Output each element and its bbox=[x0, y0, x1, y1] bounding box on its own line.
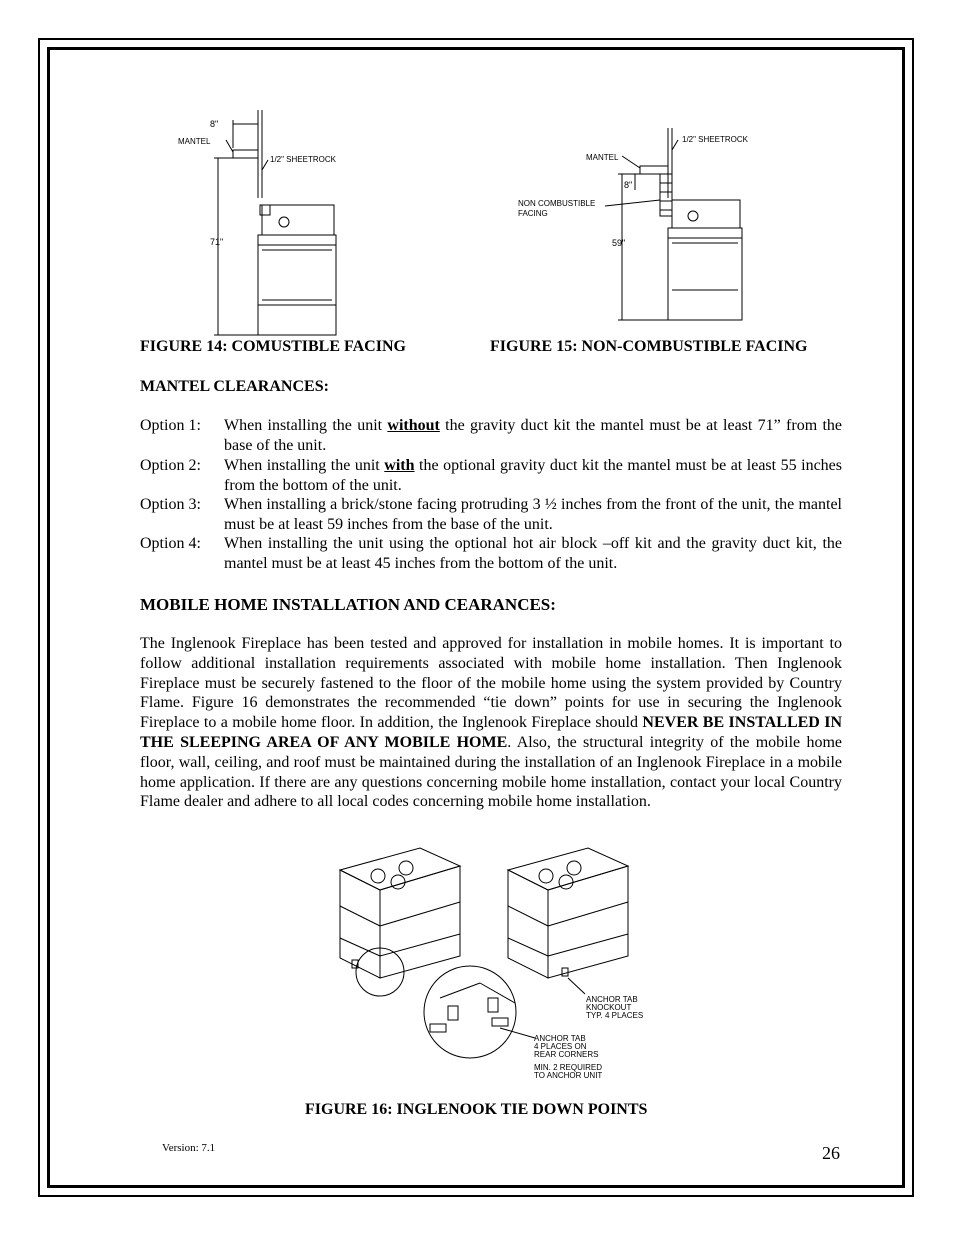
fig15-label-noncomb1: NON COMBUSTIBLE bbox=[518, 199, 596, 208]
fig15-label-59: 59" bbox=[612, 238, 626, 248]
fig16-label-tab3: REAR CORNERS bbox=[534, 1050, 599, 1059]
option-label: Option 2: bbox=[140, 457, 201, 474]
figure-16-diagram bbox=[330, 838, 660, 1088]
option-text: When installing the unit without the gravity duct kit the mantel must be at least 71” from the base of the unit. bbox=[224, 417, 842, 454]
mobile-home-heading: MOBILE HOME INSTALLATION AND CEARANCES: bbox=[140, 595, 556, 614]
fig14-label-mantel: MANTEL bbox=[178, 137, 211, 146]
figure-14-diagram bbox=[170, 110, 390, 340]
figure-14-caption: FIGURE 14: COMUSTIBLE FACING bbox=[140, 338, 406, 355]
fig15-label-mantel: MANTEL bbox=[586, 153, 619, 162]
fig16-label-min2: TO ANCHOR UNIT bbox=[534, 1071, 603, 1080]
figure-15-diagram bbox=[510, 128, 770, 328]
mantel-clearances-heading: MANTEL CLEARANCES: bbox=[140, 378, 329, 395]
fig15-label-noncomb2: FACING bbox=[518, 209, 548, 218]
fig16-label-knockout3: TYP. 4 PLACES bbox=[586, 1011, 644, 1020]
fig15-label-sheetrock: 1/2" SHEETROCK bbox=[682, 135, 748, 144]
fig14-label-71: 71" bbox=[210, 237, 224, 247]
fig16-label-min1: MIN. 2 REQUIRED bbox=[534, 1063, 603, 1072]
fig16-label-tab1: ANCHOR TAB bbox=[534, 1034, 586, 1043]
fig16-label-knockout2: KNOCKOUT bbox=[586, 1003, 632, 1012]
mobile-home-paragraph: The Inglenook Fireplace has been tested and approved for installation in mobile homes. It is important to follow additional installation requirements associated with mobile home installation. Then Inglenook Fireplace must be securely fastened to the floor of the mobile home using the system provided by Country Flame. Figure 16 demonstrates the recommended “tie down” points for use in securing the Inglenook Fireplace to a mobile home floor. In addition, the Inglenook Fireplace should NEVER BE INSTALLED IN THE SLEEPING AREA OF ANY MOBILE HOME. Also, the structural integrity of the mobile home floor, wall, ceiling, and roof must be maintained during the installation of an Inglenook Fireplace in a mobile home application. If there are any questions concerning mobile home installation, contact your local Country Flame dealer and adhere to all local codes concerning mobile home installation. bbox=[140, 635, 843, 811]
option-label: Option 1: bbox=[140, 417, 201, 434]
option-label: Option 4: bbox=[140, 535, 201, 552]
page-number: 26 bbox=[822, 1143, 840, 1163]
fig16-label-knockout1: ANCHOR TAB bbox=[586, 995, 638, 1004]
option-text: When installing a brick/stone facing protruding 3 ½ inches from the front of the unit, the mantel must be at least 59 inches from the base of the unit. bbox=[224, 496, 842, 533]
option-text: When installing the unit using the optional hot air block –off kit and the gravity duct kit, the mantel must be at least 45 inches from the bottom of the unit. bbox=[224, 535, 842, 572]
fig16-label-tab2: 4 PLACES ON bbox=[534, 1042, 587, 1051]
fig14-label-sheetrock: 1/2" SHEETROCK bbox=[270, 155, 336, 164]
figure-16-caption: FIGURE 16: INGLENOOK TIE DOWN POINTS bbox=[305, 1101, 648, 1118]
option-label: Option 3: bbox=[140, 496, 201, 513]
version-label: Version: 7.1 bbox=[162, 1142, 216, 1154]
fig15-label-8: 8" bbox=[624, 180, 633, 190]
option-text: When installing the unit with the optional gravity duct kit the mantel must be at least 55 inches from the bottom of the unit. bbox=[224, 457, 842, 494]
figure-15-caption: FIGURE 15: NON-COMBUSTIBLE FACING bbox=[490, 338, 808, 355]
fig14-label-8: 8" bbox=[210, 119, 219, 129]
